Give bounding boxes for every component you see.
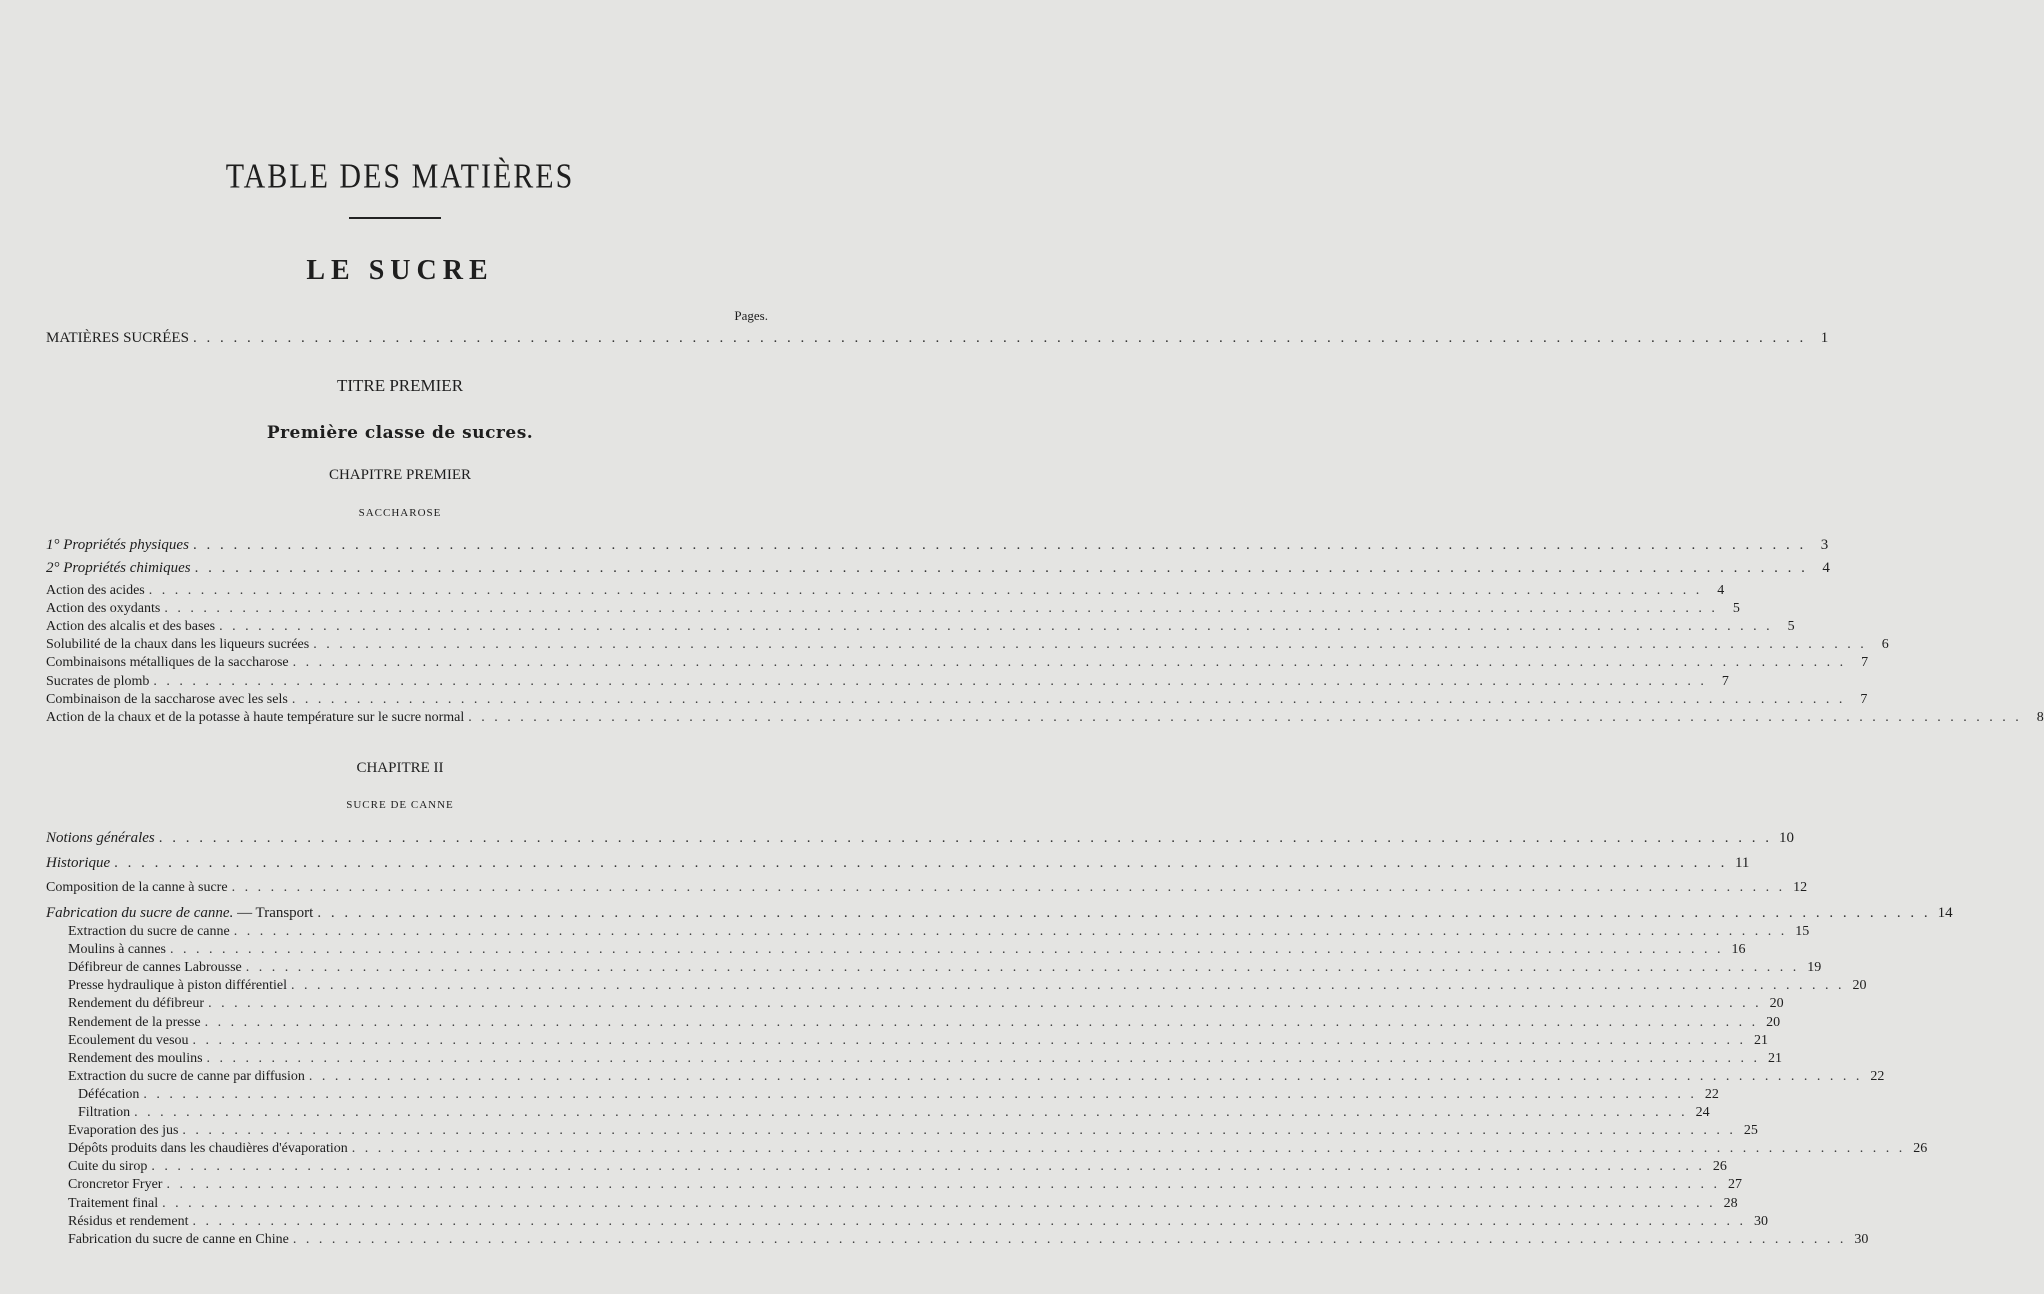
toc-entry-page: 26 [1913,1141,1928,1157]
toc-entry-page: 21 [1754,1032,1769,1048]
toc-entry-page: 14 [1937,905,1953,921]
page-title: TABLE DES MATIÈRES [225,157,575,196]
toc-entry-page: 25 [1743,1123,1758,1139]
toc-entry-label [68,959,242,977]
toc-entry[interactable] [68,1158,1727,1176]
toc-entry[interactable] [68,1176,1742,1194]
toc-entry-page: 4 [1822,560,1830,576]
leader-dots: . . . . . . . . . . . . . . . . . . . . . . . . . . . . . . . . . . . . . . . . . . . . . . . . . . . . . . . . . . . . . . . . . . . . . . . . . . . . . . . . . . . . . . . . . . . . . . . . . . . . . . . . . . . . . . . . . . . . . . . . [292,655,1847,671]
toc-entry-label [46,904,313,922]
toc-entry-label [68,1231,289,1249]
toc-entry-label-text: Croncretor Fryer [68,1177,163,1193]
titre-heading: TITRE PREMIER [336,376,464,395]
toc-entry-label [68,1014,201,1032]
toc-entry-page: 7 [1721,673,1729,689]
toc-entry[interactable] [46,709,2044,727]
leader-dots: . . . . . . . . . . . . . . . . . . . . . . . . . . . . . . . . . . . . . . . . . . . . . . . . . . . . . . . . . . . . . . . . . . . . . . . . . . . . . . . . . . . . . . . . . . . . . . . . . . . . . . . . . . . . . . . . . . . . . . . . [192,1213,1747,1229]
toc-entry-label-text: Rendement des moulins [68,1050,203,1066]
toc-entry-label-text: Action des acides [46,583,145,598]
toc-entry-label-text: Combinaison de la saccharose avec les sels [46,691,288,707]
toc-entry[interactable] [68,1032,1769,1050]
chapter-2-subheading: SUCRE DE CANNE [346,799,454,811]
leader-dots: . . . . . . . . . . . . . . . . . . . . . . . . . . . . . . . . . . . . . . . . . . . . . . . . . . . . . . . . . . . . . . . . . . . . . . . . . . . . . . . . . . . . . . . . . . . . . . . . . . . . . . . . . . . . . . . . . . . . . . . . [143,1086,1697,1102]
toc-entry[interactable] [46,829,1794,847]
leader-dots: . . . . . . . . . . . . . . . . . . . . . . . . . . . . . . . . . . . . . . . . . . . . . . . . . . . . . . . . . . . . . . . . . . . . . . . . . . . . . . . . . . . . . . . . . . . . . . . . . . . . . . . . . . . . . . . . . . . . . . . . [148,583,1703,598]
toc-entry-label-text: Filtration [78,1105,131,1120]
toc-entry[interactable] [68,923,1810,941]
leader-dots: . . . . . . . . . . . . . . . . . . . . . . . . . . . . . . . . . . . . . . . . . . . . . . . . . . . . . . . . . . . . . . . . . . . . . . . . . . . . . . . . . . . . . . . . . . . . . . . . . . . . . . . . . . . . . . . . . . . . . . . . [114,855,1728,871]
leader-dots: . . . . . . . . . . . . . . . . . . . . . . . . . . . . . . . . . . . . . . . . . . . . . . . . . . . . . . . . . . . . . . . . . . . . . . . . . . . . . . . . . . . . . . . . . . . . . . . . . . . . . . . . . . . . . . . . . . . . . . . . [291,691,1846,707]
toc-entry[interactable] [46,691,1868,709]
toc-entry-label [68,1068,305,1086]
toc-entry[interactable] [46,904,1953,922]
leader-dots: . . . . . . . . . . . . . . . . . . . . . . . . . . . . . . . . . . . . . . . . . . . . . . . . . . . . . . . . . . . . . . . . . . . . . . . . . . . . . . . . . . . . . . . . . . . . . . . . . . . . . . . . . . . . . . . . . . . . . . . . [468,709,2022,725]
toc-entry-page: 15 [1795,924,1810,939]
toc-entry-label-text: 1° Propriétés physiques [46,537,189,553]
leader-dots: . . . . . . . . . . . . . . . . . . . . . . . . . . . . . . . . . . . . . . . . . . . . . . . . . . . . . . . . . . . . . . . . . . . . . . . . . . . . . . . . . . . . . . . . . . . . . . . . . . . . . . . . . . . . . . . . . . . . . . . . [182,1123,1736,1139]
toc-entry-label [68,923,230,941]
toc-entry-page: 22 [1870,1068,1885,1084]
leader-dots: . . . . . . . . . . . . . . . . . . . . . . . . . . . . . . . . . . . . . . . . . . . . . . . . . . . . . . . . . . . . . . . . . . . . . . . . . . . . . . . . . . . . . . . . . . . . . . . . . . . . . . . . . . . . . . . . . . . . . . . . [231,880,1786,895]
toc-entry[interactable] [46,559,1830,577]
toc-entry-page: 19 [1807,960,1822,976]
toc-entry-label-text: Action de la chaux et de la potasse à haute température sur le sucre normal [46,709,465,725]
toc-entry-label-text: Solubilité de la chaux dans les liqueurs sucrées [46,637,310,653]
leader-dots: . . . . . . . . . . . . . . . . . . . . . . . . . . . . . . . . . . . . . . . . . . . . . . . . . . . . . . . . . . . . . . . . . . . . . . . . . . . . . . . . . . . . . . . . . . . . . . . . . . . . . . . . . . . . . . . . . . . . . . . . [151,1159,1705,1175]
toc-entry-label-text: Combinaisons métalliques de la saccharose [46,655,289,671]
leader-dots: . . . . . . . . . . . . . . . . . . . . . . . . . . . . . . . . . . . . . . . . . . . . . . . . . . . . . . . . . . . . . . . . . . . . . . . . . . . . . . . . . . . . . . . . . . . . . . . . . . . . . . . . . . . . . . . . . . . . . . . . [219,619,1773,635]
toc-entry-label [46,559,191,577]
toc-entry-label [46,879,228,897]
toc-entry[interactable] [68,995,1784,1013]
toc-entry-label-text: Rendement de la presse [68,1014,201,1030]
leader-dots: . . . . . . . . . . . . . . . . . . . . . . . . . . . . . . . . . . . . . . . . . . . . . . . . . . . . . . . . . . . . . . . . . . . . . . . . . . . . . . . . . . . . . . . . . . . . . . . . . . . . . . . . . . . . . . . . . . . . . . . . [308,1068,1863,1084]
toc-entry-label [46,654,289,672]
toc-entry-label-text: Extraction du sucre de canne par diffusion [68,1068,305,1084]
toc-entry[interactable] [68,1068,1885,1086]
toc-entry[interactable] [46,673,1729,691]
toc-entry-label [78,1086,139,1104]
toc-entry-label-suffix: — Transport [233,905,314,921]
toc-entry-label [68,995,204,1013]
toc-entry-page: 12 [1793,880,1808,895]
book-title: LE SUCRE [306,255,494,286]
toc-entry-label [46,536,189,554]
classe-heading: Première classe de sucres. [266,423,534,443]
toc-entry-page: 7 [1860,691,1868,707]
leader-dots: . . . . . . . . . . . . . . . . . . . . . . . . . . . . . . . . . . . . . . . . . . . . . . . . . . . . . . . . . . . . . . . . . . . . . . . . . . . . . . . . . . . . . . . . . . . . . . . . . . . . . . . . . . . . . . . . . . . . . . . . [153,673,1707,689]
toc-entry[interactable] [68,977,1867,995]
toc-entry-label-text: Défibreur de cannes Labrousse [68,960,242,976]
toc-entry-label [46,829,155,847]
toc-entry-label-text: Cuite du sirop [68,1159,148,1175]
toc-entry-label-text: Rendement du défibreur [68,996,205,1012]
leader-dots: . . . . . . . . . . . . . . . . . . . . . . . . . . . . . . . . . . . . . . . . . . . . . . . . . . . . . . . . . . . . . . . . . . . . . . . . . . . . . . . . . . . . . . . . . . . . . . . . . . . . . . . . . . . . . . . . . . . . . . . . [192,1032,1747,1048]
toc-entry-label-text: Notions générales [46,830,155,846]
toc-entry-intro[interactable] [46,329,1829,347]
toc-entry-label-text: Ecoulement du vesou [68,1032,189,1048]
toc-entry-label [68,1158,147,1176]
toc-entry-page: 6 [1881,637,1889,653]
toc-entry-page: 24 [1695,1105,1710,1120]
toc-entry-label [68,1176,162,1194]
toc-entry-label-text: 2° Propriétés chimiques [46,560,191,576]
toc-entry-label [46,854,110,872]
toc-entry[interactable] [46,654,1869,672]
toc-entry[interactable] [68,1050,1783,1068]
leader-dots: . . . . . . . . . . . . . . . . . . . . . . . . . . . . . . . . . . . . . . . . . . . . . . . . . . . . . . . . . . . . . . . . . . . . . . . . . . . . . . . . . . . . . . . . . . . . . . . . . . . . . . . . . . . . . . . . . . . . . . . . [233,924,1788,939]
toc-entry[interactable] [46,536,1829,554]
toc-entry-page: 5 [1732,601,1740,617]
toc-entry-label-text: Presse hydraulique à piston différentiel [68,978,288,994]
toc-entry-page: 22 [1704,1086,1719,1102]
toc-entry-label [46,709,464,727]
toc-entry[interactable] [78,1104,1710,1122]
chapter-1-heading: CHAPITRE PREMIER [328,467,472,483]
pages-column-label: Pages. [734,308,768,323]
leader-dots: . . . . . . . . . . . . . . . . . . . . . . . . . . . . . . . . . . . . . . . . . . . . . . . . . . . . . . . . . . . . . . . . . . . . . . . . . . . . . . . . . . . . . . . . . . . . . . . . . . . . . . . . . . . . . . . . . . . . . . . . [204,1014,1759,1030]
toc-entry-label-text: Historique [46,855,111,871]
toc-entry[interactable] [46,600,1740,618]
leader-dots: . . . . . . . . . . . . . . . . . . . . . . . . . . . . . . . . . . . . . . . . . . . . . . . . . . . . . . . . . . . . . . . . . . . . . . . . . . . . . . . . . . . . . . . . . . . . . . . . . . . . . . . . . . . . . . . . . . . . . . . . [292,1231,1847,1247]
toc-entry[interactable] [68,1122,1758,1140]
leader-dots: . . . . . . . . . . . . . . . . . . . . . . . . . . . . . . . . . . . . . . . . . . . . . . . . . . . . . . . . . . . . . . . . . . . . . . . . . . . . . . . . . . . . . . . . . . . . . . . . . . . . . . . . . . . . . . . . . . . . . . . . [166,1177,1720,1193]
toc-entry-label-text: Résidus et rendement [68,1213,189,1229]
toc-entry-page: 30 [1854,1231,1869,1247]
leader-dots: . . . . . . . . . . . . . . . . . . . . . . . . . . . . . . . . . . . . . . . . . . . . . . . . . . . . . . . . . . . . . . . . . . . . . . . . . . . . . . . . . . . . . . . . . . . . . . . . . . . . . . . . . . . . . . . . . . . . . . . . [158,830,1772,846]
toc-entry[interactable] [68,1014,1781,1032]
leader-dots: . . . . . . . . . . . . . . . . . . . . . . . . . . . . . . . . . . . . . . . . . . . . . . . . . . . . . . . . . . . . . . . . . . . . . . . . . . . . . . . . . . . . . . . . . . . . . . . . . . . . . . . . . . . . . . . . . . . . . . . . [134,1105,1688,1120]
toc-entry-label [46,618,215,636]
toc-entry-label [68,941,166,959]
toc-entry-label [68,1122,178,1140]
toc-entry[interactable] [68,941,1746,959]
toc-entry-label-text: Composition de la canne à sucre [46,880,228,895]
leader-dots: . . . . . . . . . . . . . . . . . . . . . . . . . . . . . . . . . . . . . . . . . . . . . . . . . . . . . . . . . . . . . . . . . . . . . . . . . . . . . . . . . . . . . . . . . . . . . . . . . . . . . . . . . . . . . . . . . . . . . . . . [162,1195,1716,1211]
toc-entry-page: 7 [1861,655,1869,671]
toc-entry-label [78,1104,130,1122]
toc-entry-page: 30 [1754,1213,1769,1229]
toc-entry[interactable] [78,1086,1719,1104]
toc-entry-label [68,1032,189,1050]
toc-entry-page: 16 [1731,942,1746,958]
toc-entry-page: 26 [1712,1159,1727,1175]
toc-entry[interactable] [46,636,1889,654]
toc-entry[interactable] [68,1231,1869,1249]
toc-entry[interactable] [46,618,1795,636]
toc-entry-label [68,1050,203,1068]
leader-dots: . . . . . . . . . . . . . . . . . . . . . . . . . . . . . . . . . . . . . . . . . . . . . . . . . . . . . . . . . . . . . . . . . . . . . . . . . . . . . . . . . . . . . . . . . . . . . . . . . . . . . . . . . . . . . . . . . . . . . . . . [192,537,1807,553]
toc-entry-label-text: Sucrates de plomb [46,673,150,689]
toc-entry-label [68,1195,158,1213]
toc-entry-label-text: Fabrication du sucre de canne. [46,905,234,921]
toc-entry-page: 1 [1820,330,1829,346]
leader-dots: . . . . . . . . . . . . . . . . . . . . . . . . . . . . . . . . . . . . . . . . . . . . . . . . . . . . . . . . . . . . . . . . . . . . . . . . . . . . . . . . . . . . . . . . . . . . . . . . . . . . . . . . . . . . . . . . . . . . . . . . [351,1141,1906,1157]
toc-entry-page: 8 [2036,709,2044,725]
toc-entry[interactable] [46,582,1725,600]
toc-entry-label-text: Défécation [78,1086,140,1102]
toc-entry-page: 28 [1723,1195,1738,1211]
toc-entry-label-text: Moulins à cannes [68,942,166,958]
toc-entry-page: 10 [1779,830,1794,846]
leader-dots: . . . . . . . . . . . . . . . . . . . . . . . . . . . . . . . . . . . . . . . . . . . . . . . . . . . . . . . . . . . . . . . . . . . . . . . . . . . . . . . . . . . . . . . . . . . . . . . . . . . . . . . . . . . . . . . . . . . . . . . . [317,905,1931,921]
toc-entry-label-text: Evaporation des jus [68,1123,179,1139]
toc-entry[interactable] [68,1195,1738,1213]
toc-entry-page: 20 [1766,1014,1781,1030]
toc-entry-label [68,1140,348,1158]
toc-entry-page: 11 [1734,855,1750,871]
toc-entry-label [68,977,287,995]
leader-dots: . . . . . . . . . . . . . . . . . . . . . . . . . . . . . . . . . . . . . . . . . . . . . . . . . . . . . . . . . . . . . . . . . . . . . . . . . . . . . . . . . . . . . . . . . . . . . . . . . . . . . . . . . . . . . . . . . . . . . . . . [206,1050,1761,1066]
toc-entry-label [46,691,288,709]
leader-dots: . . . . . . . . . . . . . . . . . . . . . . . . . . . . . . . . . . . . . . . . . . . . . . . . . . . . . . . . . . . . . . . . . . . . . . . . . . . . . . . . . . . . . . . . . . . . . . . . . . . . . . . . . . . . . . . . . . . . . . . . [245,960,1800,976]
toc-entry-label: MATIÈRES SUCRÉES [46,330,189,346]
toc-entry-label-text: Traitement final [68,1195,159,1211]
leader-dots: . . . . . . . . . . . . . . . . . . . . . . . . . . . . . . . . . . . . . . . . . . . . . . . . . . . . . . . . . . . . . . . . . . . . . . . . . . . . . . . . . . . . . . . . . . . . . . . . . . . . . . . . . . . . . . . . . . . . . . . . [169,942,1724,958]
toc-entry-page: 3 [1820,537,1829,553]
leader-dots: . . . . . . . . . . . . . . . . . . . . . . . . . . . . . . . . . . . . . . . . . . . . . . . . . . . . . . . . . . . . . . . . . . . . . . . . . . . . . . . . . . . . . . . . . . . . . . . . . . . . . . . . . . . . . . . . . . . . . . . . [313,637,1867,653]
chapter-1-subheading: SACCHAROSE [358,507,442,519]
leader-dots: . . . . . . . . . . . . . . . . . . . . . . . . . . . . . . . . . . . . . . . . . . . . . . . . . . . . . . . . . . . . . . . . . . . . . . . . . . . . . . . . . . . . . . . . . . . . . . . . . . . . . . . . . . . . . . . . . . . . . . . . [194,560,1808,576]
toc-entry-page: 4 [1717,583,1725,598]
leader-dots: . . . . . . . . . . . . . . . . . . . . . . . . . . . . . . . . . . . . . . . . . . . . . . . . . . . . . . . . . . . . . . . . . . . . . . . . . . . . . . . . . . . . . . . . . . . . . . . . . . . . . . . . . . . . . . . . . . . . . . . . [291,978,1845,994]
leader-dots: . . . . . . . . . . . . . . . . . . . . . . . . . . . . . . . . . . . . . . . . . . . . . . . . . . . . . . . . . . . . . . . . . . . . . . . . . . . . . . . . . . . . . . . . . . . . . . . . . . . . . . . . . . . . . . . . . . . . . . . . [208,996,1762,1012]
toc-entry-page: 27 [1727,1177,1742,1193]
toc-entry[interactable] [46,879,1808,897]
toc-entry[interactable] [68,1213,1769,1231]
toc-entry-label-text: Dépôts produits dans les chaudières d'évaporation [68,1141,348,1157]
toc-entry-label [68,1213,189,1231]
toc-entry-label-text: Action des alcalis et des bases [46,619,216,635]
toc-entry-label-text: Action des oxydants [46,601,161,617]
leader-dots: . . . . . . . . . . . . . . . . . . . . . . . . . . . . . . . . . . . . . . . . . . . . . . . . . . . . . . . . . . . . . . . . . . . . . . . . . . . . . . . . . . . . . . . . . . . . . . . . . . . . . . . . . . . . . . . . . . . . . . . . [164,601,1718,617]
toc-entry-label-text: Extraction du sucre de canne [68,924,230,939]
toc-entry[interactable] [46,854,1750,872]
toc-entry-label [46,600,160,618]
toc-entry-label [46,636,309,654]
title-rule [349,217,441,219]
toc-entry-page: 5 [1787,619,1795,635]
toc-entry-label-text: Fabrication du sucre de canne en Chine [68,1231,289,1247]
toc-entry-page: 20 [1852,978,1867,994]
chapter-2-heading: CHAPITRE II [356,760,444,776]
toc-entry-page: 21 [1768,1050,1783,1066]
toc-entry[interactable] [68,959,1822,977]
toc-entry[interactable] [68,1140,1928,1158]
toc-entry-label [46,582,145,600]
toc-entry-label [46,673,149,691]
leader-dots: . . . . . . . . . . . . . . . . . . . . . . . . . . . . . . . . . . . . . . . . . . . . . . . . . . . . . . . . . . . . . . . . . . . . . . . . . . . . . . . . . . . . . . . . . . . . . . . . . . . . . . . . . . . . . . . . . . . . . . . . [192,330,1807,346]
toc-entry-page: 20 [1769,996,1784,1012]
